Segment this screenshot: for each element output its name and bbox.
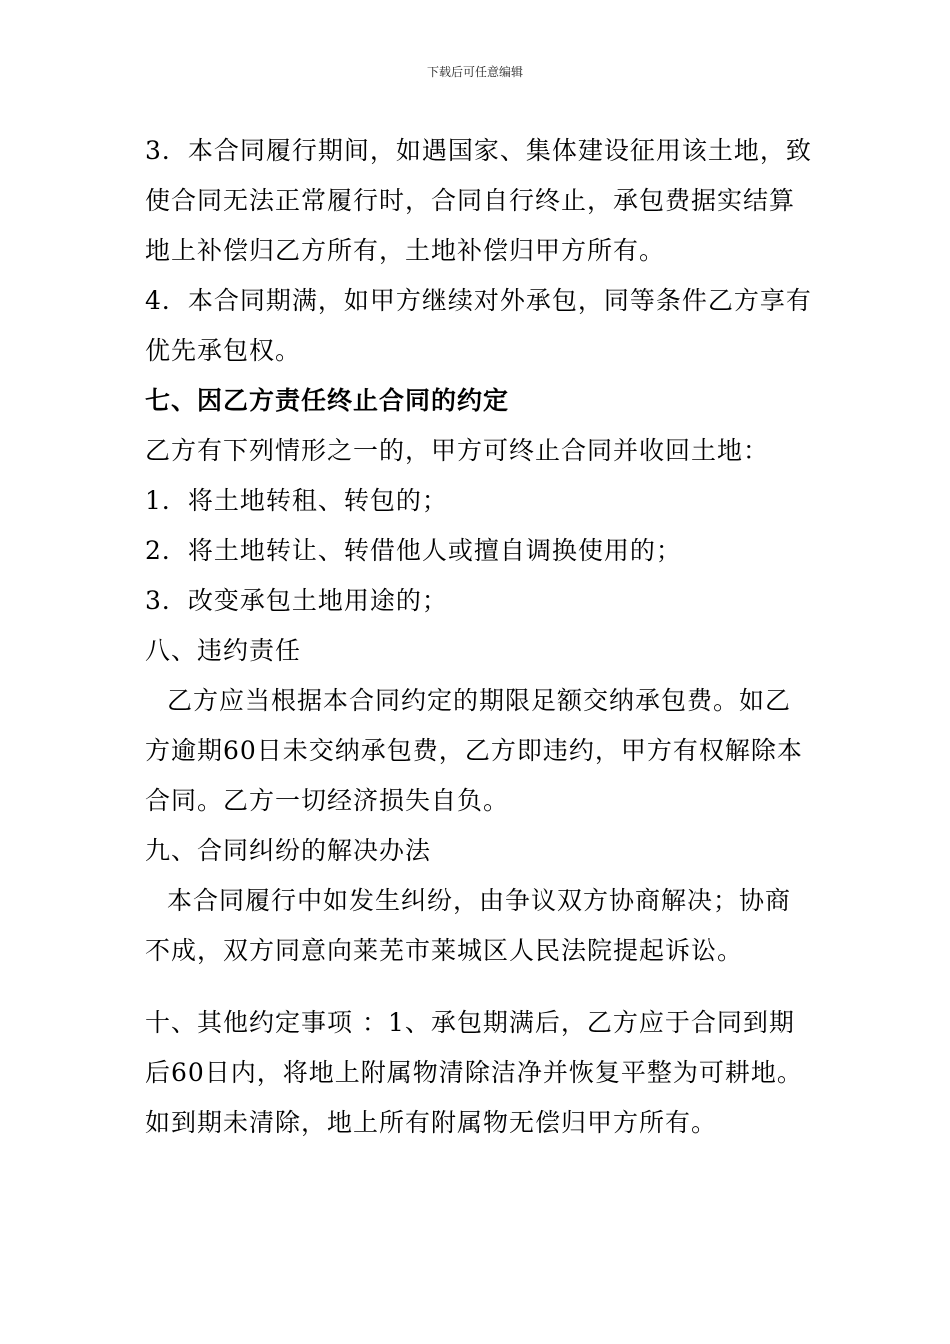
clause-6-3-line-2: 使合同无法正常履行时，合同自行终止，承包费据实结算 [145, 186, 796, 215]
clause-7-2: 2．将土地转让、转借他人或擅自调换使用的； [145, 536, 682, 565]
section-10-line-1: 十、其他约定事项 ：1、承包期满后，乙方应于合同到期 [145, 1008, 795, 1037]
clause-7-1: 1．将土地转租、转包的； [145, 486, 448, 515]
page-header: 下载后可任意编辑 [426, 65, 523, 79]
section-10-line-2: 后60日内，将地上附属物清除洁净并恢复平整为可耕地。 [145, 1058, 803, 1087]
section-9-line-2: 不成，双方同意向莱芜市莱城区人民法院提起诉讼。 [145, 936, 744, 965]
section-7-intro: 乙方有下列情形之一的，甲方可终止合同并收回土地： [145, 436, 770, 465]
clause-6-3-line-3: 地上补偿归乙方所有，土地补偿归甲方所有。 [145, 236, 666, 265]
section-9-line-1: 本合同履行中如发生纠纷，由争议双方协商解决；协商 [167, 886, 792, 915]
section-7-heading: 七、因乙方责任终止合同的约定 [145, 386, 510, 415]
document-body [145, 126, 810, 1148]
clause-7-3: 3．改变承包土地用途的； [145, 586, 448, 615]
section-10-line-3: 如到期未清除，地上所有附属物无偿归甲方所有。 [145, 1108, 718, 1137]
clause-6-3-line-1: 3．本合同履行期间，如遇国家、集体建设征用该土地，致 [145, 136, 812, 165]
section-9-heading: 九、合同纠纷的解决办法 [145, 836, 432, 865]
section-8-heading: 八、违约责任 [145, 636, 302, 665]
paragraph-gap [145, 976, 810, 998]
section-8-line-2: 方逾期60日未交纳承包费，乙方即违约，甲方有权解除本 [145, 736, 803, 765]
section-8-line-1: 乙方应当根据本合同约定的期限足额交纳承包费。如乙 [167, 686, 792, 715]
section-8-line-3: 合同。乙方一切经济损失自负。 [145, 786, 510, 815]
clause-6-4-line-1: 4．本合同期满，如甲方继续对外承包，同等条件乙方享有 [145, 286, 812, 315]
clause-6-4-line-2: 优先承包权。 [145, 336, 302, 365]
